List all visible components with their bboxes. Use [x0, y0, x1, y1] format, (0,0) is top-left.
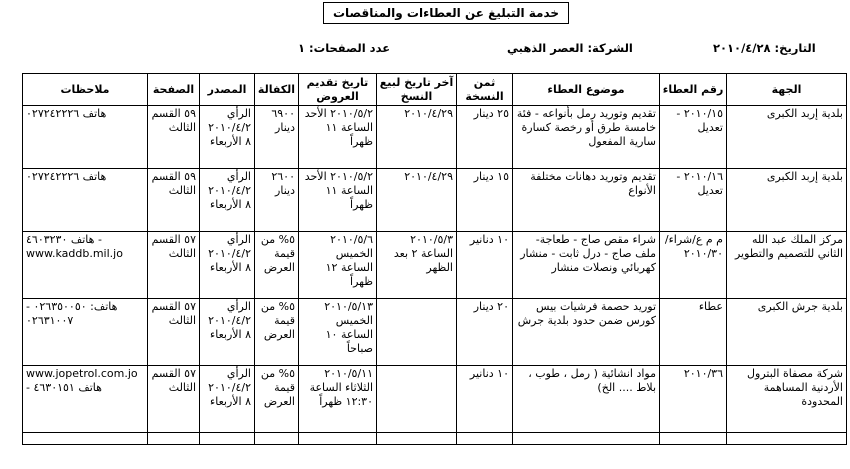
table-cell: تقديم وتوريد دهانات مختلفة الأنواع [513, 169, 660, 232]
table-cell: هاتف ٠٢٧٢٤٢٢٢٦ [23, 106, 148, 169]
empty-row [23, 433, 847, 445]
pages-label: عدد الصفحات: ١ [298, 41, 391, 55]
column-header: الصفحة [148, 74, 200, 106]
column-header: ملاحظات [23, 74, 148, 106]
table-cell: ٥٧ القسم الثالث [148, 299, 200, 366]
table-cell: ٥% من قيمة العرض [255, 366, 299, 433]
table-cell: ٥% من قيمة العرض [255, 299, 299, 366]
column-header: ثمن النسخة [457, 74, 513, 106]
table-cell: الرأي ٢٠١٠/٤/٢٨ الأربعاء [200, 366, 255, 433]
table-cell: ٥٩ القسم الثالث [148, 106, 200, 169]
column-header: الكفالة [255, 74, 299, 106]
table-cell: ٢٥ دينار [457, 106, 513, 169]
table-cell: تقديم وتوريد رمل بأنواعه - فئة خامسة طرق أو رخصة كسارة سارية المفعول [513, 106, 660, 169]
column-header: المصدر [200, 74, 255, 106]
table-cell: بلدية جرش الكبرى [727, 299, 847, 366]
table-row [23, 299, 847, 366]
table-cell: الرأي ٢٠١٠/٤/٢٨ الأربعاء [200, 169, 255, 232]
table-header-row [23, 74, 847, 106]
table-cell: ١٠ دنانير [457, 232, 513, 299]
table-cell: ٥٧ القسم الثالث [148, 232, 200, 299]
table-cell: ٦٩٠٠ دينار [255, 106, 299, 169]
table-cell: ٢٠١٠/٥/٢ الأحد الساعة ١١ ظهراً [299, 106, 377, 169]
table-cell: هاتف ٠٢٧٢٤٢٢٢٦ [23, 169, 148, 232]
column-header: رقم العطاء [660, 74, 727, 106]
page-title: خدمة التبليغ عن العطاءات والمناقصات [323, 2, 569, 24]
table-cell: ٢٠١٠/٥/١٣ الخميس الساعة ١٠ صباحاً [299, 299, 377, 366]
table-cell: ٥٩ القسم الثالث [148, 169, 200, 232]
table-cell [377, 366, 457, 433]
table-cell: ٢٠ دينار [457, 299, 513, 366]
table-cell: ٢٠١٠/١٥ - تعديل [660, 106, 727, 169]
table-cell: ٢٠١٠/٥/٦ الخميس الساعة ١٢ ظهراً [299, 232, 377, 299]
table-cell: شراء مقص صاج - طعاجة- ملف صاج - درل ثابت - منشار كهربائي ونصلات منشار [513, 232, 660, 299]
date-label: التاريخ: ٢٠١٠/٤/٢٨ [713, 41, 816, 55]
tenders-table [22, 73, 847, 445]
table-cell: ٢٦٠٠ دينار [255, 169, 299, 232]
table-cell: ١٥ دينار [457, 169, 513, 232]
table-cell [377, 299, 457, 366]
company-label: الشركة: العصر الذهبي [507, 41, 633, 55]
table-cell: م م ع/شراء/ ٢٠١٠/٣٠ [660, 232, 727, 299]
table-cell: مواد انشائية ( رمل ، طوب ، بلاط .... الخ) [513, 366, 660, 433]
table-cell: ٥% من قيمة العرض [255, 232, 299, 299]
table-cell: ٢٠١٠/٤/٢٩ [377, 169, 457, 232]
table-cell: ٢٠١٠/٥/٣ الساعة ٢ بعد الظهر [377, 232, 457, 299]
table-row [23, 232, 847, 299]
table-cell: ٢٠١٠/٤/٢٩ [377, 106, 457, 169]
table-cell: ١٠ دنانير [457, 366, 513, 433]
table-row [23, 106, 847, 169]
table-row [23, 366, 847, 433]
table-cell: www.jopetrol.com.jo - هاتف ٤٦٣٠١٥١ [23, 366, 148, 433]
column-header: تاريخ تقديم العروض [299, 74, 377, 106]
column-header: آخر تاريخ لبيع النسخ [377, 74, 457, 106]
table-cell: شركة مصفاة البترول الأردنية المساهمة المحدودة [727, 366, 847, 433]
table-cell: ٥٧ القسم الثالث [148, 366, 200, 433]
table-cell: عطاء [660, 299, 727, 366]
table-cell: بلدية إربد الكبرى [727, 169, 847, 232]
table-cell: ٢٠١٠/٣٦ [660, 366, 727, 433]
table-cell: الرأي ٢٠١٠/٤/٢٨ الأربعاء [200, 299, 255, 366]
table-cell: ٢٠١٠/١٦ - تعديل [660, 169, 727, 232]
table-cell: هاتف ٤٦٠٣٢٣٠ - www.kaddb.mil.jo [23, 232, 148, 299]
table-cell: هاتف: ٠٢٦٣٥٠٠٥٠ - ٠٢٦٣١٠٠٧ [23, 299, 148, 366]
table-cell: بلدية إربد الكبرى [727, 106, 847, 169]
table-cell: مركز الملك عبد الله الثاني للتصميم والتطوير [727, 232, 847, 299]
table-cell: الرأي ٢٠١٠/٤/٢٨ الأربعاء [200, 106, 255, 169]
column-header: موضوع العطاء [513, 74, 660, 106]
table-row [23, 169, 847, 232]
table-cell: ٢٠١٠/٥/١١ الثلاثاء الساعة ١٢:٣٠ ظهراً [299, 366, 377, 433]
column-header: الجهة [727, 74, 847, 106]
table-cell: الرأي ٢٠١٠/٤/٢٨ الأربعاء [200, 232, 255, 299]
table-cell: ٢٠١٠/٥/٢ الأحد الساعة ١١ ظهراً [299, 169, 377, 232]
table-cell: توريد حصمة فرشيات بيس كورس ضمن حدود بلدية جرش [513, 299, 660, 366]
